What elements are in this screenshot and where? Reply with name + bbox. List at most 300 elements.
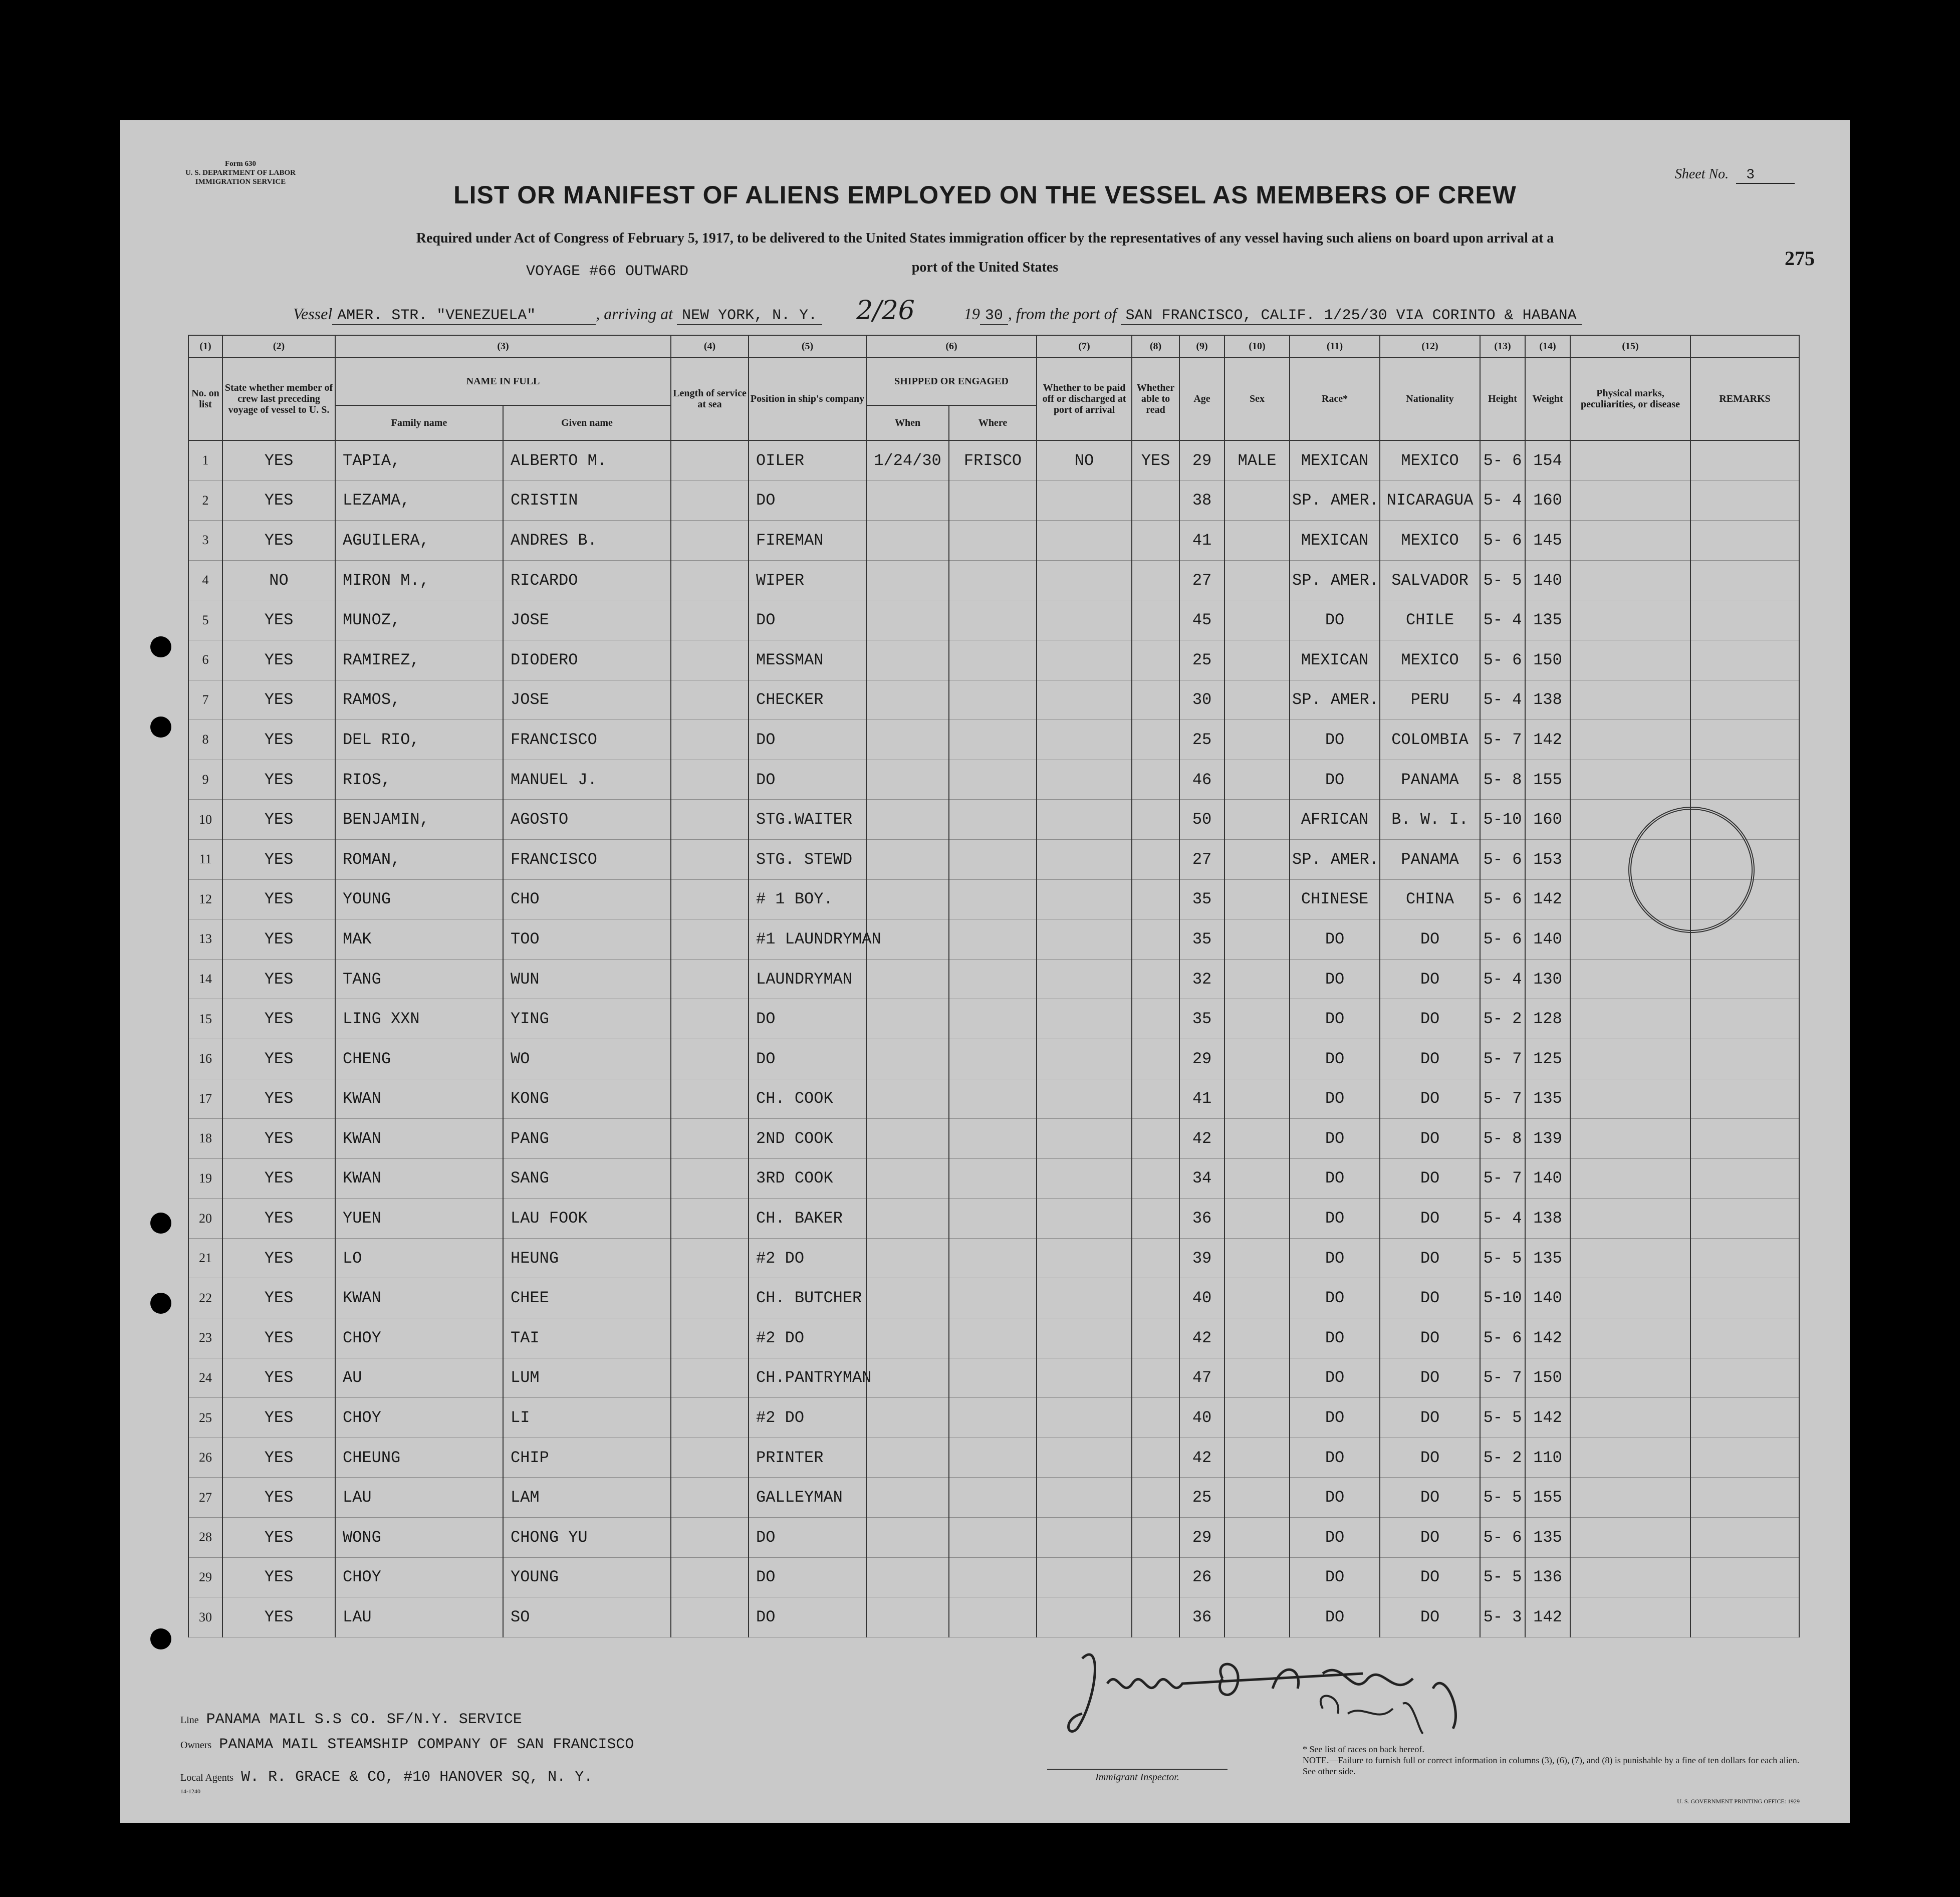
length-of-service-cell <box>671 560 749 600</box>
age-cell: 27 <box>1179 839 1224 879</box>
prev-voyage-cell: YES <box>222 1478 335 1518</box>
family-name-cell: LAU <box>335 1597 503 1637</box>
row-number-cell: 13 <box>188 919 222 960</box>
weight-cell: 128 <box>1525 999 1570 1039</box>
shipped-when-cell <box>866 720 949 760</box>
able-to-read-cell <box>1132 560 1179 600</box>
position-cell: CH. BAKER <box>749 1199 866 1239</box>
height-cell: 5- 8 <box>1480 1119 1525 1159</box>
given-name-cell: LAU FOOK <box>503 1199 671 1239</box>
position-cell: DO <box>749 1039 866 1079</box>
height-cell: 5-10 <box>1480 800 1525 840</box>
prev-voyage-cell: YES <box>222 919 335 960</box>
physical-marks-cell <box>1570 1278 1690 1318</box>
physical-marks-cell <box>1570 1119 1690 1159</box>
inspection-stamp <box>1628 807 1755 933</box>
shipped-when-cell <box>866 1478 949 1518</box>
binder-hole <box>150 1213 171 1234</box>
height-cell: 5- 4 <box>1480 1199 1525 1239</box>
height-cell: 5- 6 <box>1480 1518 1525 1558</box>
sex-cell <box>1224 1518 1290 1558</box>
nationality-cell: DO <box>1380 959 1480 999</box>
row-number-cell: 26 <box>188 1438 222 1478</box>
shipped-where-cell <box>949 800 1037 840</box>
family-name-cell: YOUNG <box>335 879 503 919</box>
height-cell: 5- 7 <box>1480 1158 1525 1199</box>
race-cell: DO <box>1290 1199 1380 1239</box>
sex-cell <box>1224 1199 1290 1239</box>
race-cell: DO <box>1290 1158 1380 1199</box>
given-name-cell: AGOSTO <box>503 800 671 840</box>
sex-cell <box>1224 919 1290 960</box>
height-cell: 5- 7 <box>1480 1079 1525 1119</box>
prev-voyage-cell: YES <box>222 1557 335 1597</box>
sex-cell <box>1224 1358 1290 1398</box>
physical-marks-cell <box>1570 999 1690 1039</box>
prev-voyage-cell: YES <box>222 1278 335 1318</box>
able-to-read-cell <box>1132 879 1179 919</box>
shipped-where-cell <box>949 839 1037 879</box>
table-row <box>188 1398 1799 1438</box>
height-cell: 5- 5 <box>1480 1478 1525 1518</box>
header-prev-voyage: State whether member of crew last preceding voyage of vessel to U. S. <box>222 357 335 440</box>
remarks-cell <box>1690 1199 1799 1239</box>
shipped-where-cell <box>949 560 1037 600</box>
age-cell: 34 <box>1179 1158 1224 1199</box>
position-cell: DO <box>749 600 866 640</box>
row-number-cell: 20 <box>188 1199 222 1239</box>
row-number-cell: 8 <box>188 720 222 760</box>
height-cell: 5-10 <box>1480 1278 1525 1318</box>
physical-marks-cell <box>1570 1079 1690 1119</box>
weight-cell: 139 <box>1525 1119 1570 1159</box>
family-name-cell: BENJAMIN, <box>335 800 503 840</box>
able-to-read-cell <box>1132 1398 1179 1438</box>
from-label: , from the port of <box>1008 305 1117 323</box>
height-cell: 5- 6 <box>1480 1318 1525 1358</box>
race-cell: DO <box>1290 720 1380 760</box>
position-cell: # 1 BOY. <box>749 879 866 919</box>
race-cell: DO <box>1290 1318 1380 1358</box>
header-when: When <box>866 405 949 440</box>
paid-off-cell <box>1037 1518 1132 1558</box>
position-cell: OILER <box>749 440 866 481</box>
height-cell: 5- 4 <box>1480 481 1525 521</box>
sex-cell <box>1224 959 1290 999</box>
table-row <box>188 1039 1799 1079</box>
paid-off-cell <box>1037 839 1132 879</box>
weight-cell: 135 <box>1525 1238 1570 1278</box>
table-row <box>188 1438 1799 1478</box>
table-row <box>188 1278 1799 1318</box>
race-cell: AFRICAN <box>1290 800 1380 840</box>
paid-off-cell <box>1037 560 1132 600</box>
shipped-where-cell <box>949 640 1037 680</box>
shipped-where-cell <box>949 1278 1037 1318</box>
prev-voyage-cell: YES <box>222 1238 335 1278</box>
paid-off-cell <box>1037 1199 1132 1239</box>
position-cell: CHECKER <box>749 680 866 720</box>
given-name-cell: ANDRES B. <box>503 521 671 561</box>
height-cell: 5- 4 <box>1480 600 1525 640</box>
family-name-cell: YUEN <box>335 1199 503 1239</box>
position-cell: CH.PANTRYMAN <box>749 1358 866 1398</box>
position-cell: DO <box>749 1518 866 1558</box>
position-cell: LAUNDRYMAN <box>749 959 866 999</box>
nationality-cell: DO <box>1380 1398 1480 1438</box>
arriving-label: , arriving at <box>596 305 673 323</box>
position-cell: 3RD COOK <box>749 1158 866 1199</box>
table-row <box>188 959 1799 999</box>
table-row <box>188 760 1799 800</box>
family-name-cell: MUNOZ, <box>335 600 503 640</box>
row-number-cell: 23 <box>188 1318 222 1358</box>
weight-cell: 154 <box>1525 440 1570 481</box>
header-shipped-engaged: SHIPPED OR ENGAGED <box>866 357 1037 405</box>
header-physical-marks: Physical marks, peculiarities, or disease <box>1570 357 1690 440</box>
height-cell: 5- 4 <box>1480 959 1525 999</box>
sex-cell <box>1224 1557 1290 1597</box>
nationality-cell: CHINA <box>1380 879 1480 919</box>
shipped-where-cell <box>949 1158 1037 1199</box>
weight-cell: 150 <box>1525 640 1570 680</box>
prev-voyage-cell: YES <box>222 1518 335 1558</box>
given-name-cell: CHEE <box>503 1278 671 1318</box>
remarks-cell <box>1690 760 1799 800</box>
weight-cell: 135 <box>1525 600 1570 640</box>
table-row <box>188 680 1799 720</box>
prev-voyage-cell: YES <box>222 440 335 481</box>
remarks-cell <box>1690 640 1799 680</box>
agents-label: Local Agents <box>180 1772 234 1783</box>
length-of-service-cell <box>671 1238 749 1278</box>
paid-off-cell <box>1037 1398 1132 1438</box>
paid-off-cell: NO <box>1037 440 1132 481</box>
able-to-read-cell <box>1132 1478 1179 1518</box>
shipped-when-cell <box>866 1597 949 1637</box>
prev-voyage-cell: YES <box>222 1398 335 1438</box>
paid-off-cell <box>1037 481 1132 521</box>
sex-cell <box>1224 680 1290 720</box>
shipped-where-cell <box>949 1518 1037 1558</box>
paid-off-cell <box>1037 1318 1132 1358</box>
position-cell: #2 DO <box>749 1238 866 1278</box>
sex-cell <box>1224 760 1290 800</box>
nationality-cell: MEXICO <box>1380 640 1480 680</box>
row-number-cell: 2 <box>188 481 222 521</box>
height-cell: 5- 6 <box>1480 440 1525 481</box>
table-row <box>188 560 1799 600</box>
prev-voyage-cell: YES <box>222 760 335 800</box>
able-to-read-cell <box>1132 1557 1179 1597</box>
row-number-cell: 15 <box>188 999 222 1039</box>
shipped-when-cell <box>866 879 949 919</box>
remarks-cell <box>1690 680 1799 720</box>
sex-cell <box>1224 1119 1290 1159</box>
length-of-service-cell <box>671 1478 749 1518</box>
given-name-cell: ALBERTO M. <box>503 440 671 481</box>
family-name-cell: TAPIA, <box>335 440 503 481</box>
row-number-cell: 9 <box>188 760 222 800</box>
table-row <box>188 1238 1799 1278</box>
age-cell: 35 <box>1179 919 1224 960</box>
weight-cell: 145 <box>1525 521 1570 561</box>
given-name-cell: YOUNG <box>503 1557 671 1597</box>
family-name-cell: LAU <box>335 1478 503 1518</box>
arrival-port: NEW YORK, N. Y. <box>677 307 822 325</box>
paid-off-cell <box>1037 1438 1132 1478</box>
position-cell: #1 LAUNDRYMAN <box>749 919 866 960</box>
prev-voyage-cell: YES <box>222 959 335 999</box>
height-cell: 5- 6 <box>1480 879 1525 919</box>
position-cell: CH. COOK <box>749 1079 866 1119</box>
age-cell: 25 <box>1179 640 1224 680</box>
col-num-12: (12) <box>1380 335 1480 357</box>
given-name-cell: TOO <box>503 919 671 960</box>
weight-cell: 160 <box>1525 481 1570 521</box>
table-row <box>188 1518 1799 1558</box>
sex-cell <box>1224 1438 1290 1478</box>
row-number-cell: 11 <box>188 839 222 879</box>
physical-marks-cell <box>1570 1478 1690 1518</box>
shipped-when-cell <box>866 1438 949 1478</box>
binder-hole <box>150 1293 171 1314</box>
shipped-when-cell <box>866 1358 949 1398</box>
able-to-read-cell <box>1132 481 1179 521</box>
table-row <box>188 521 1799 561</box>
physical-marks-cell <box>1570 1199 1690 1239</box>
table-row <box>188 879 1799 919</box>
race-cell: MEXICAN <box>1290 640 1380 680</box>
prev-voyage-cell: YES <box>222 481 335 521</box>
sex-cell <box>1224 521 1290 561</box>
header-paid-off: Whether to be paid off or discharged at port of arrival <box>1037 357 1132 440</box>
table-row <box>188 481 1799 521</box>
length-of-service-cell <box>671 1278 749 1318</box>
table-row <box>188 800 1799 840</box>
paid-off-cell <box>1037 600 1132 640</box>
prev-voyage-cell: YES <box>222 879 335 919</box>
paid-off-cell <box>1037 999 1132 1039</box>
race-cell: SP. AMER. <box>1290 560 1380 600</box>
nationality-cell: DO <box>1380 1158 1480 1199</box>
nationality-cell: PERU <box>1380 680 1480 720</box>
position-cell: 2ND COOK <box>749 1119 866 1159</box>
remarks-cell <box>1690 440 1799 481</box>
nationality-cell: MEXICO <box>1380 440 1480 481</box>
crew-rows <box>188 440 1799 1637</box>
length-of-service-cell <box>671 1318 749 1358</box>
remarks-cell <box>1690 521 1799 561</box>
weight-cell: 142 <box>1525 1597 1570 1637</box>
col-num-5: (5) <box>749 335 866 357</box>
given-name-cell: LUM <box>503 1358 671 1398</box>
table-row <box>188 440 1799 481</box>
table-row <box>188 1079 1799 1119</box>
shipped-when-cell <box>866 600 949 640</box>
physical-marks-cell <box>1570 1438 1690 1478</box>
shipped-where-cell <box>949 1438 1037 1478</box>
family-name-cell: DEL RIO, <box>335 720 503 760</box>
col-num-11: (11) <box>1290 335 1380 357</box>
physical-marks-cell <box>1570 560 1690 600</box>
physical-marks-cell <box>1570 1238 1690 1278</box>
position-cell: DO <box>749 760 866 800</box>
shipped-where-cell <box>949 521 1037 561</box>
weight-cell: 130 <box>1525 959 1570 999</box>
position-cell: DO <box>749 720 866 760</box>
able-to-read-cell <box>1132 720 1179 760</box>
shipped-where-cell <box>949 1039 1037 1079</box>
table-row <box>188 640 1799 680</box>
shipped-when-cell <box>866 999 949 1039</box>
table-row <box>188 720 1799 760</box>
weight-cell: 135 <box>1525 1079 1570 1119</box>
page-subtitle-2: port of the United States <box>911 260 1059 275</box>
form-number: Form 630 <box>224 160 257 168</box>
nationality-cell: DO <box>1380 1079 1480 1119</box>
given-name-cell: HEUNG <box>503 1238 671 1278</box>
given-name-cell: FRANCISCO <box>503 720 671 760</box>
prev-voyage-cell: YES <box>222 1318 335 1358</box>
col-num-15: (15) <box>1570 335 1690 357</box>
given-name-cell: KONG <box>503 1079 671 1119</box>
remarks-cell <box>1690 481 1799 521</box>
position-cell: DO <box>749 1557 866 1597</box>
sheet-value: 3 <box>1736 167 1795 184</box>
physical-marks-cell <box>1570 1318 1690 1358</box>
height-cell: 5- 2 <box>1480 999 1525 1039</box>
shipped-where-cell <box>949 1358 1037 1398</box>
shipped-when-cell <box>866 1238 949 1278</box>
race-cell: MEXICAN <box>1290 440 1380 481</box>
row-number-cell: 28 <box>188 1518 222 1558</box>
col-num-1: (1) <box>188 335 222 357</box>
year-prefix: 19 <box>963 305 980 323</box>
departure-port: SAN FRANCISCO, CALIF. 1/25/30 VIA CORINTO & HABANA <box>1121 307 1582 325</box>
shipped-where-cell <box>949 1199 1037 1239</box>
remarks-cell <box>1690 1238 1799 1278</box>
age-cell: 29 <box>1179 440 1224 481</box>
weight-cell: 142 <box>1525 1318 1570 1358</box>
able-to-read-cell <box>1132 1119 1179 1159</box>
weight-cell: 160 <box>1525 800 1570 840</box>
physical-marks-cell <box>1570 1039 1690 1079</box>
position-cell: DO <box>749 481 866 521</box>
shipped-when-cell <box>866 839 949 879</box>
physical-marks-cell <box>1570 640 1690 680</box>
family-name-cell: RAMIREZ, <box>335 640 503 680</box>
shipped-where-cell <box>949 919 1037 960</box>
physical-marks-cell <box>1570 600 1690 640</box>
family-name-cell: AU <box>335 1358 503 1398</box>
shipped-when-cell <box>866 1199 949 1239</box>
shipped-when-cell <box>866 1278 949 1318</box>
shipped-when-cell <box>866 680 949 720</box>
family-name-cell: AGUILERA, <box>335 521 503 561</box>
position-cell: FIREMAN <box>749 521 866 561</box>
physical-marks-cell <box>1570 959 1690 999</box>
age-cell: 35 <box>1179 999 1224 1039</box>
shipped-when-cell <box>866 560 949 600</box>
length-of-service-cell <box>671 1438 749 1478</box>
shipped-where-cell <box>949 680 1037 720</box>
binder-hole <box>150 636 171 657</box>
age-cell: 27 <box>1179 560 1224 600</box>
race-cell: DO <box>1290 1398 1380 1438</box>
header-where: Where <box>949 405 1037 440</box>
table-row <box>188 1158 1799 1199</box>
paid-off-cell <box>1037 1557 1132 1597</box>
height-cell: 5- 5 <box>1480 1238 1525 1278</box>
shipped-where-cell <box>949 1398 1037 1438</box>
nationality-cell: COLOMBIA <box>1380 720 1480 760</box>
footer-notes <box>1303 1744 1804 1777</box>
position-cell: PRINTER <box>749 1438 866 1478</box>
sex-cell <box>1224 1238 1290 1278</box>
nationality-cell: DO <box>1380 999 1480 1039</box>
table-row <box>188 1119 1799 1159</box>
race-cell: DO <box>1290 760 1380 800</box>
nationality-cell: DO <box>1380 1518 1480 1558</box>
sex-cell <box>1224 1398 1290 1438</box>
physical-marks-cell <box>1570 1557 1690 1597</box>
header-able-to-read: Whether able to read <box>1132 357 1179 440</box>
crew-table <box>188 335 1800 1637</box>
header-remarks: REMARKS <box>1690 357 1799 440</box>
family-name-cell: CHEUNG <box>335 1438 503 1478</box>
nationality-cell: DO <box>1380 1199 1480 1239</box>
height-cell: 5- 5 <box>1480 1398 1525 1438</box>
vessel-name: AMER. STR. "VENEZUELA" <box>332 307 596 325</box>
given-name-cell: CHIP <box>503 1438 671 1478</box>
vessel-line <box>293 296 1582 326</box>
vessel-label: Vessel <box>293 305 333 323</box>
paid-off-cell <box>1037 1079 1132 1119</box>
header-race: Race* <box>1290 357 1380 440</box>
race-cell: SP. AMER. <box>1290 680 1380 720</box>
shipped-where-cell <box>949 959 1037 999</box>
family-name-cell: ROMAN, <box>335 839 503 879</box>
table-row <box>188 839 1799 879</box>
family-name-cell: CHOY <box>335 1398 503 1438</box>
able-to-read-cell <box>1132 919 1179 960</box>
prev-voyage-cell: YES <box>222 720 335 760</box>
printing-office: U. S. GOVERNMENT PRINTING OFFICE: 1929 <box>1677 1798 1800 1805</box>
header-name-in-full: NAME IN FULL <box>335 357 671 405</box>
age-cell: 39 <box>1179 1238 1224 1278</box>
shipped-when-cell <box>866 1557 949 1597</box>
prev-voyage-cell: YES <box>222 800 335 840</box>
given-name-cell: FRANCISCO <box>503 839 671 879</box>
height-cell: 5- 4 <box>1480 680 1525 720</box>
shipped-where-cell <box>949 720 1037 760</box>
length-of-service-cell <box>671 879 749 919</box>
family-name-cell: KWAN <box>335 1079 503 1119</box>
race-cell: DO <box>1290 1278 1380 1318</box>
physical-marks-cell <box>1570 760 1690 800</box>
header-given-name: Given name <box>503 405 671 440</box>
paid-off-cell <box>1037 1039 1132 1079</box>
given-name-cell: DIODERO <box>503 640 671 680</box>
sex-cell <box>1224 839 1290 879</box>
header-position: Position in ship's company <box>749 357 866 440</box>
age-cell: 42 <box>1179 1119 1224 1159</box>
height-cell: 5- 5 <box>1480 1557 1525 1597</box>
shipped-when-cell: 1/24/30 <box>866 440 949 481</box>
sex-cell: MALE <box>1224 440 1290 481</box>
weight-cell: 150 <box>1525 1358 1570 1398</box>
